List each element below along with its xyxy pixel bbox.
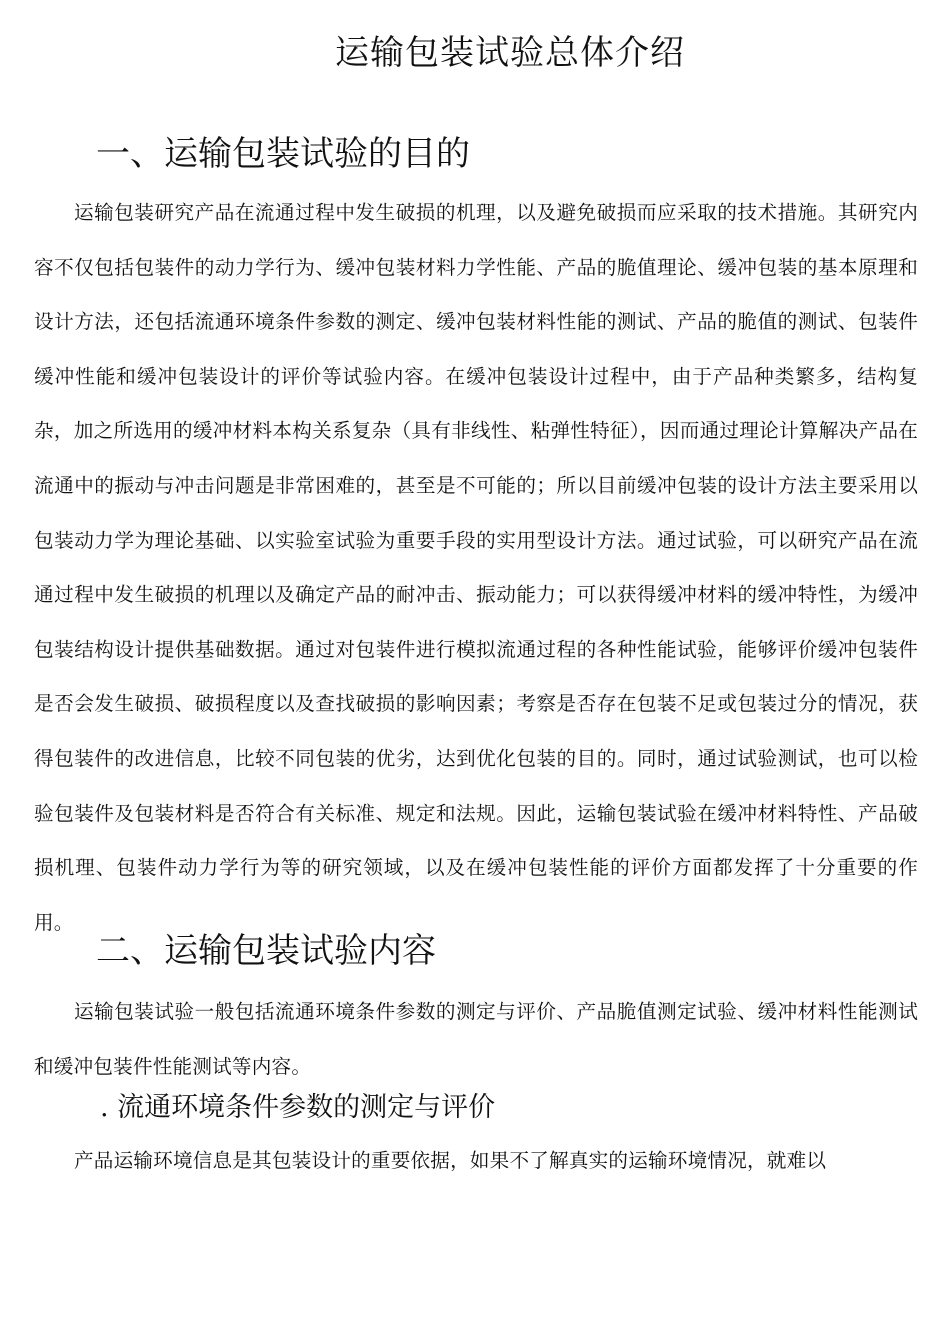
section-paragraph-content: 运输包装试验一般包括流通环境条件参数的测定与评价、产品脆值测定试验、缓冲材料性能测试和缓冲包装件性能测试等内容。 <box>34 1000 918 1078</box>
subsection-paragraph-environment: 产品运输环境信息是其包装设计的重要依据，如果不了解真实的运输环境情况，就难以 <box>74 1149 827 1172</box>
document-title: 运输包装试验总体介绍 <box>335 33 685 73</box>
section-heading-content: 二、运输包装试验内容 <box>96 931 436 971</box>
subsection-heading-environment: . 流通环境条件参数的测定与评价 <box>100 1092 496 1123</box>
section-heading-purpose: 一、运输包装试验的目的 <box>96 134 470 174</box>
section-paragraph-purpose: 运输包装研究产品在流通过程中发生破损的机理，以及避免破损而应采取的技术措施。其研究内容不仅包括包装件的动力学行为、缓冲包装材料力学性能、产品的脆值理论、缓冲包装的基本原理和设计方法，还包括流通环境条件参数的测定、缓冲包装材料性能的测试、产品的脆值的测试、包装件缓冲性能和缓冲包装设计的评价等试验内容。在缓冲包装设计过程中，由于产品种类繁多，结构复杂，加之所选用的缓冲材料本构关系复杂（具有非线性、粘弹性特征），因而通过理论计算解决产品在流通中的振动与冲击问题是非常困难的，甚至是不可能的；所以目前缓冲包装的设计方法主要采用以包装动力学为理论基础、以实验室试验为重要手段的实用型设计方法。通过试验，可以研究产品在流通过程中发生破损的机理以及确定产品的耐冲击、振动能力；可以获得缓冲材料的缓冲特性，为缓冲包装结构设计提供基础数据。通过对包装件进行模拟流通过程的各种性能试验，能够评价缓冲包装件是否会发生破损、破损程度以及查找破损的影响因素；考察是否存在包装不足或包装过分的情况，获得包装件的改进信息，比较不同包装的优劣，达到优化包装的目的。同时，通过试验测试，也可以检验包装件及包装材料是否符合有关标准、规定和法规。因此，运输包装试验在缓冲材料特性、产品破损机理、包装件动力学行为等的研究领域，以及在缓冲包装性能的评价方面都发挥了十分重要的作用。 <box>34 201 918 934</box>
